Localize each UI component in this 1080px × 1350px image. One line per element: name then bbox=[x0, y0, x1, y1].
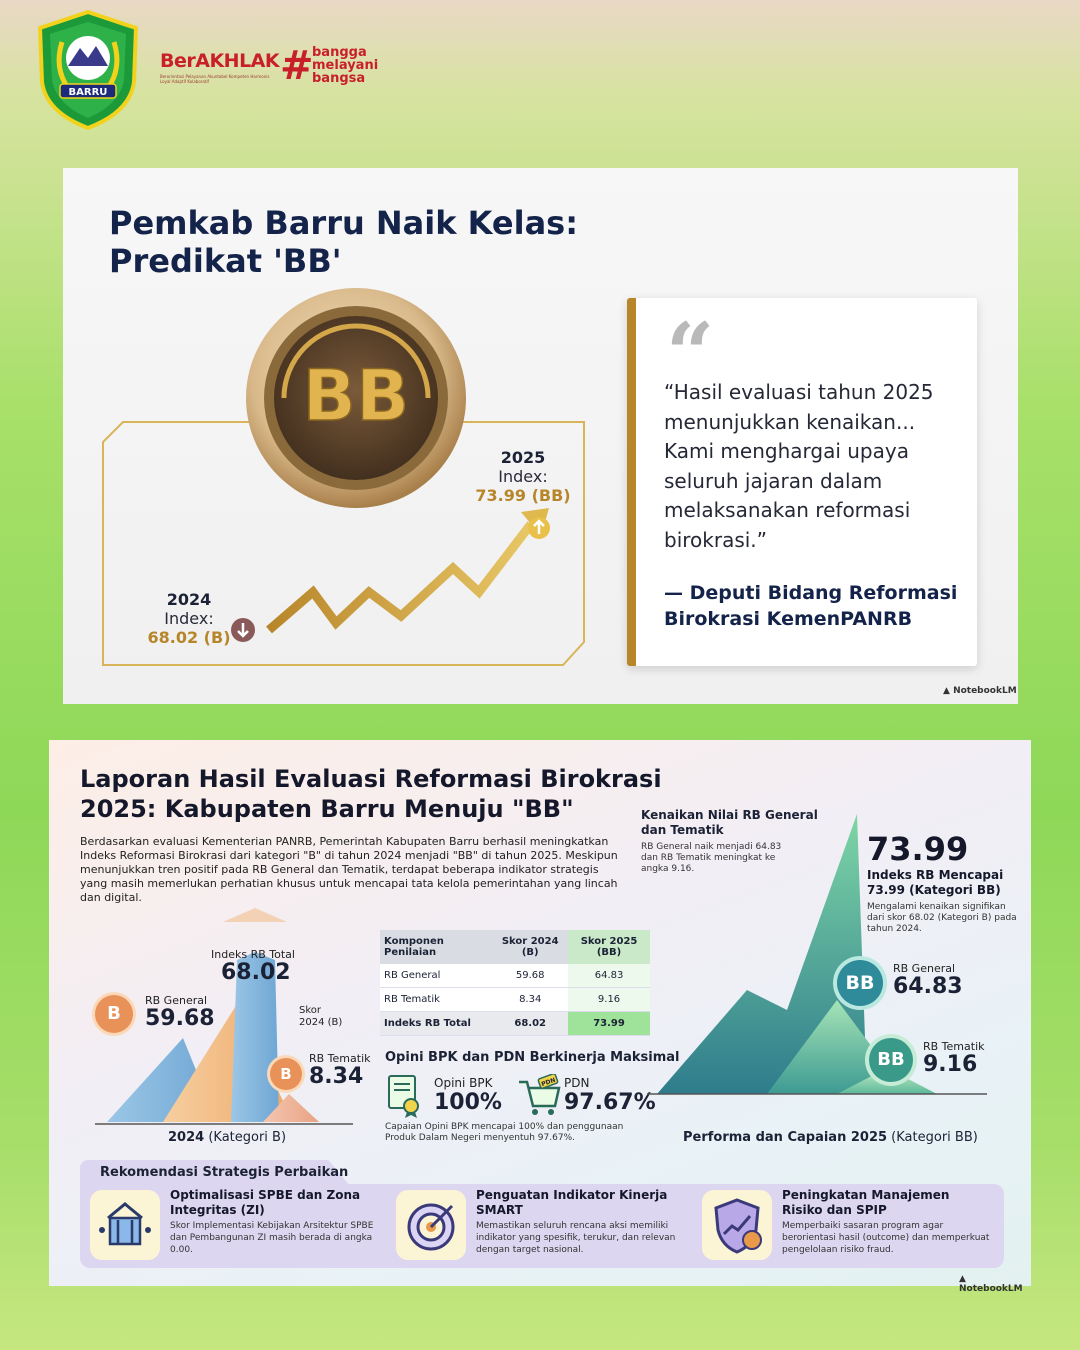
report-title: Laporan Hasil Evaluasi Reformasi Birokrasi 2025: Kabupaten Barru Menuju "BB" bbox=[80, 765, 662, 823]
certificate-icon bbox=[385, 1074, 425, 1118]
highlight-card bbox=[63, 168, 1018, 704]
total-value: 68.02 bbox=[221, 960, 291, 985]
table-header-row bbox=[380, 930, 650, 964]
recommendation-item bbox=[386, 1188, 686, 1264]
architecture-icon bbox=[90, 1190, 160, 1260]
index-word-2025: Index: bbox=[498, 467, 548, 486]
caption-2025-bold: Performa dan Capaian 2025 bbox=[683, 1130, 888, 1145]
table-cell: 8.34 bbox=[492, 988, 568, 1012]
badge-bb-tematik: BB bbox=[869, 1038, 913, 1082]
report-card bbox=[49, 740, 1031, 1294]
rb-general-2025-value: 64.83 bbox=[893, 974, 963, 999]
chart-2024 bbox=[93, 908, 393, 1154]
cart-icon bbox=[517, 1074, 561, 1118]
slogan bbox=[312, 46, 378, 85]
total-2025-title: Indeks RB Mencapai 73.99 (Kategori BB) bbox=[867, 868, 1004, 897]
table-header: Skor 2024 (B) bbox=[492, 930, 568, 964]
recommendation-item bbox=[692, 1188, 992, 1264]
rb-general-value: 59.68 bbox=[145, 1006, 215, 1031]
table-cell: RB General bbox=[380, 964, 492, 988]
score-table bbox=[380, 930, 650, 1036]
slogan-line-3: bangsa bbox=[312, 71, 366, 86]
total-label: Indeks RB Total bbox=[211, 948, 295, 961]
hashtag-icon: # bbox=[280, 43, 314, 89]
chart-2024-caption bbox=[168, 1130, 286, 1145]
skor-2024-label: Skor 2024 (B) bbox=[299, 1005, 343, 1028]
recommendation-body: Memperbaiki sasaran program agar berorientasi hasil (outcome) dan memperkuat pengelolaan risiko fraud. bbox=[782, 1221, 990, 1255]
pdn-label: PDN bbox=[564, 1076, 590, 1090]
logo-text: BARRU bbox=[68, 87, 108, 98]
badge-b-general: B bbox=[95, 995, 133, 1033]
berakhlak-word: BerAKHLAK bbox=[160, 50, 280, 72]
card-title: Pemkab Barru Naik Kelas: Predikat 'BB' bbox=[109, 204, 578, 280]
kenaikan-desc: RB General naik menjadi 64.83 dan RB Tematik meningkat ke angka 9.16. bbox=[641, 842, 782, 874]
rb-general-label: RB General bbox=[145, 994, 208, 1007]
table-cell: 9.16 bbox=[568, 988, 650, 1012]
recommendation-head: Penguatan Indikator Kinerja SMART bbox=[476, 1188, 668, 1217]
bb-coin bbox=[244, 286, 468, 510]
rb-tematik-2025-label: RB Tematik bbox=[923, 1040, 985, 1053]
year-2025: 2025 bbox=[500, 448, 546, 467]
quote-text: “Hasil evaluasi tahun 2025 menunjukkan kenaikan... Kami menghargai upaya seluruh jajaran dalam melaksanakan reformasi birokrasi.” bbox=[664, 380, 934, 552]
value-2024: 68.02 (B) bbox=[147, 628, 231, 647]
recommendation-head: Peningkatan Manajemen Risiko dan SPIP bbox=[782, 1188, 950, 1217]
barru-logo bbox=[34, 8, 142, 132]
year-2024: 2024 bbox=[166, 590, 212, 609]
quote-author: — Deputi Bidang Reformasi Birokrasi KemenPANRB bbox=[664, 582, 958, 630]
table-cell: 73.99 bbox=[568, 1012, 650, 1036]
trend-line bbox=[269, 524, 531, 630]
berakhlak-tagline: Berorientasi Pelayanan Akuntabel Kompeten Harmonis Loyal Adaptif Kolaboratif bbox=[160, 74, 270, 84]
caption-2024-year: 2024 bbox=[168, 1130, 205, 1145]
slogan-line-2: melayani bbox=[312, 58, 379, 73]
rb-tematik-label: RB Tematik bbox=[309, 1052, 371, 1065]
rb-tematik-2025-value: 9.16 bbox=[923, 1052, 978, 1077]
bpk-value: 100% bbox=[434, 1090, 502, 1115]
recommendation-body: Skor Implementasi Kebijakan Arsitektur SPBE dan Pembangunan ZI masih berada di angka 0.00. bbox=[170, 1221, 374, 1255]
pdn-value: 97.67% bbox=[564, 1090, 656, 1115]
table-header: Komponen Penilaian bbox=[380, 930, 492, 964]
table-cell: 59.68 bbox=[492, 964, 568, 988]
kenaikan-title: Kenaikan Nilai RB General dan Tematik bbox=[641, 808, 818, 837]
caption-2025-rest: (Kategori BB) bbox=[887, 1130, 978, 1145]
slogan-line-1: bangga bbox=[312, 45, 367, 60]
recommendation-body: Memastikan seluruh rencana aksi memiliki indikator yang spesifik, terukur, dan relevan dengan target nasional. bbox=[476, 1221, 676, 1255]
notebooklm-watermark: ▲ NotebookLM bbox=[943, 686, 1017, 696]
target-icon bbox=[396, 1190, 466, 1260]
recommendation-head: Optimalisasi SPBE dan Zona Integritas (ZI) bbox=[170, 1188, 361, 1217]
bpk-title: Opini BPK dan PDN Berkinerja Maksimal bbox=[385, 1050, 680, 1065]
watermark-text: NotebookLM bbox=[953, 686, 1017, 696]
bpk-label: Opini BPK bbox=[434, 1076, 493, 1090]
caption-2024-rest: (Kategori B) bbox=[204, 1130, 287, 1145]
table-header: Skor 2025 (BB) bbox=[568, 930, 650, 964]
pdn-tag: PDN bbox=[540, 1076, 557, 1089]
recommendation-panel bbox=[80, 1184, 1004, 1268]
berakhlak-logo bbox=[160, 44, 420, 94]
index-2024-label bbox=[141, 590, 237, 647]
coin-text: BB bbox=[302, 355, 410, 437]
total-2025-value: 73.99 bbox=[867, 830, 969, 868]
recommendation-item bbox=[80, 1188, 380, 1264]
notebooklm-watermark: ▲ NotebookLM bbox=[959, 1274, 1023, 1294]
table-cell: 68.02 bbox=[492, 1012, 568, 1036]
total-2025-desc: Mengalami kenaikan signifikan dari skor 68.02 (Kategori B) pada tahun 2024. bbox=[867, 902, 1017, 934]
rb-general-2025-label: RB General bbox=[893, 962, 956, 975]
table-row bbox=[380, 988, 650, 1012]
index-2025-label bbox=[473, 448, 573, 505]
total-arrow-icon bbox=[223, 908, 287, 922]
badge-b-tematik: B bbox=[270, 1058, 302, 1090]
table-cell: Indeks RB Total bbox=[380, 1012, 492, 1036]
watermark-text: NotebookLM bbox=[959, 1284, 1023, 1294]
value-2025: 73.99 (BB) bbox=[475, 486, 571, 505]
rb-tematik-value: 8.34 bbox=[309, 1064, 364, 1089]
report-intro: Berdasarkan evaluasi Kementerian PANRB, Pemerintah Kabupaten Barru berhasil meningkatkan Indeks Reformasi Birokrasi dari kategori "B" di tahun 2024 menjadi "BB" di tahun 2025. Meskipun menunjukkan tren positif pada RB General dan Tematik, terdapat beberapa indikator strategis yang masih memerlukan perhatian khusus untuk mencapai tata kelola pemerintahan yang lincah dan digital. bbox=[80, 835, 618, 904]
table-cell: 64.83 bbox=[568, 964, 650, 988]
bpk-note: Capaian Opini BPK mencapai 100% dan penggunaan Produk Dalam Negeri menyentuh 97.67%. bbox=[385, 1122, 624, 1143]
table-row bbox=[380, 964, 650, 988]
table-cell: RB Tematik bbox=[380, 988, 492, 1012]
quote-mark-icon: “ bbox=[666, 304, 715, 403]
quote-card bbox=[627, 298, 977, 666]
index-word-2024: Index: bbox=[164, 609, 214, 628]
chart-2025-caption bbox=[683, 1130, 978, 1145]
recommendation-title: Rekomendasi Strategis Perbaikan bbox=[100, 1165, 349, 1180]
badge-bb-general: BB bbox=[837, 960, 883, 1006]
shield-chart-icon bbox=[702, 1190, 772, 1260]
table-row bbox=[380, 1012, 650, 1036]
